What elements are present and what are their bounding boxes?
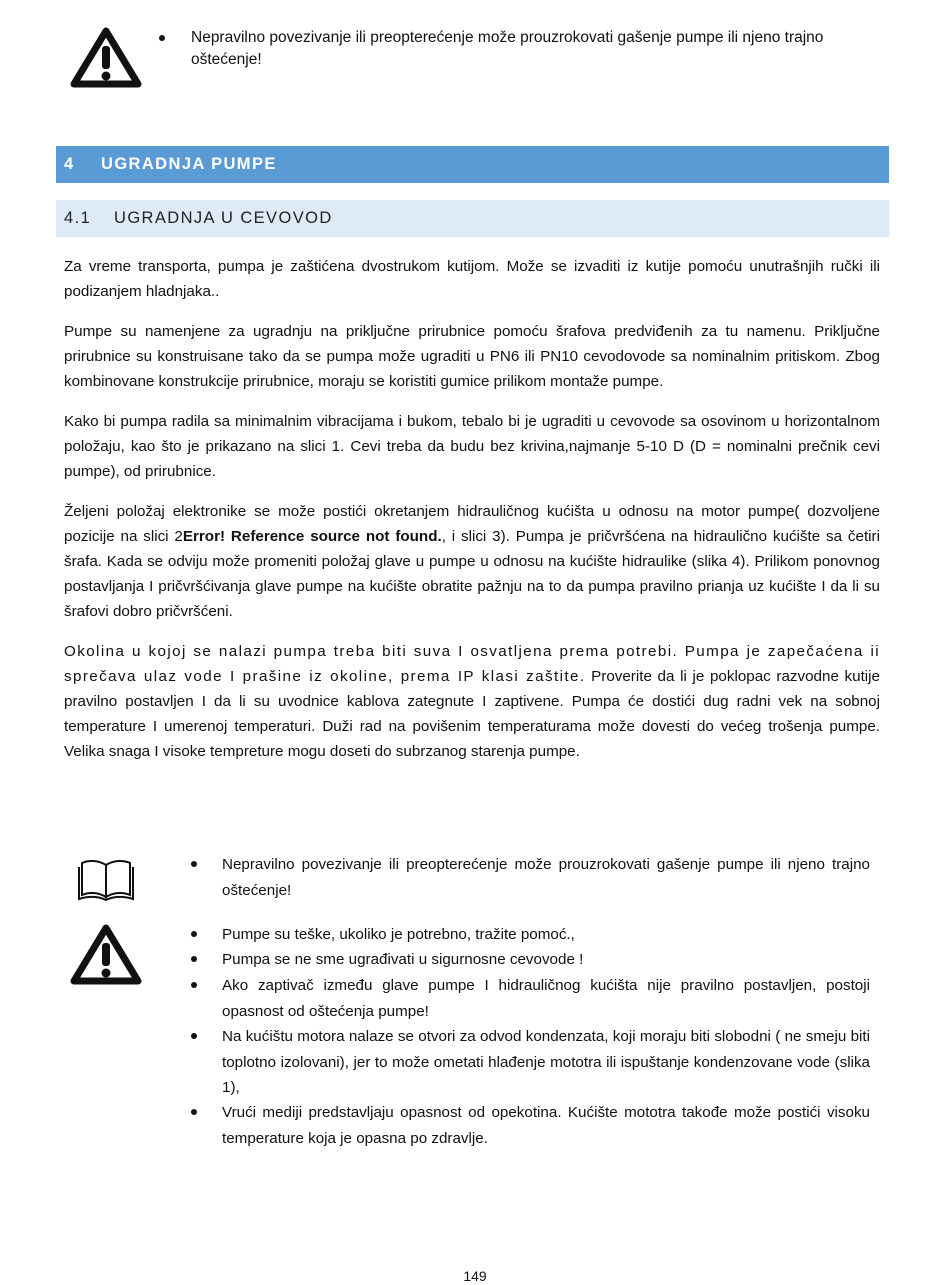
warning-triangle-icon [70, 923, 142, 987]
subsection-heading [56, 200, 889, 237]
bullet-dot [191, 956, 197, 962]
reference-error: Error! Reference source not found. [182, 528, 442, 545]
note-overload: Nepravilno povezivanje ili preopterećenje može prouzrokovati gašenje pumpe ili njeno trajno oštećenje! [222, 856, 870, 899]
paragraph-environment-rest: Proverite da li je poklopac razvodne kutije pravilno postavljen I da li su uvodnice kablova zategnute I zaptivene. Pumpa će dostići dug radni vek na sobnoj temperature I umerenoj temperaturi. Duži rad na povišenim temperaturama može dovesti do većeg trošenja pumpe. Velika snaga I visoke tempreture mogu doseti do subrzanog starenja pumpe. [64, 668, 880, 760]
note-seal: Ako zaptivač između glave pumpe I hidrauličnog kućišta nije pravilno postavljen, postoji opasnost od oštećenja pumpe! [222, 977, 870, 1020]
bullet-dot [191, 1109, 197, 1115]
note-heavy: Pumpe su teške, ukoliko je potrebno, tražite pomoć., [222, 926, 575, 943]
note-condensate: Na kućištu motora nalaze se otvori za odvod kondenzata, koji moraju biti slobodni ( ne smeju biti toplotno izolovani), jer to može ometati hlađenje mototra ili ispuštanje kondenzovane vode (slika 1), [222, 1028, 870, 1096]
note-safety-pipes: Pumpa se ne sme ugrađivati u sigurnosne cevovode ! [222, 951, 584, 968]
bullet-dot [191, 1033, 197, 1039]
note-hot-media: Vrući mediji predstavljaju opasnost od opekotina. Kućište mototra takođe može postići visoku temperature koja je opasna po zdravlje. [222, 1104, 870, 1147]
paragraph-environment-spaced: Okolina u kojoj se nalazi pumpa treba biti suva I osvatljena prema potrebi. Pumpa je zapečaćena ii sprečava ulaz vode I prašine iz okoline, prema IP klasi zaštite. [64, 643, 880, 685]
section-heading [56, 146, 889, 183]
page-number: 149 [463, 1268, 487, 1284]
subsection-number: 4.1 [64, 209, 92, 227]
paragraph-electronics [64, 499, 880, 624]
bullet-dot [191, 931, 197, 937]
subsection-title: UGRADNJA U CEVOVOD [114, 209, 333, 227]
book-icon [78, 857, 134, 901]
section-number: 4 [64, 155, 75, 173]
paragraph-electronics-a: Željeni položaj elektronike se može postići okretanjem hidrauličnog kućišta u odnosu na motor pumpe( dozvoljene pozicije na slici 2 [64, 503, 880, 545]
paragraph-electronics-b: , i slici 3). Pumpa je pričvršćena na hidraulično kućište sa četiri šrafa. Kada se odviju može promeniti položaj glave u pumpe u odnosu na kućište hidraulike (slika 4). Prilikom ponovnog postavljanja I pričvršćivanja glave pumpe na kućište obratite pažnju na to da pumpa pravilno prianja uz kućište I da li su šrafovi dobro pričvršćeni. [64, 528, 880, 620]
paragraph-transport: Za vreme transporta, pumpa je zaštićena dvostrukom kutijom. Može se izvaditi iz kutije pomoću unutrašnjih ručki ili podizanjem hladnjaka.. [64, 258, 880, 300]
top-warning-text: Nepravilno povezivanje ili preopterećenje može prouzrokovati gašenje pumpe ili njeno trajno oštećenje! [191, 29, 824, 68]
paragraph-environment [64, 639, 880, 764]
section-title: UGRADNJA PUMPE [101, 155, 277, 173]
bullet-dot [159, 35, 165, 41]
bullet-dot [191, 982, 197, 988]
bullet-dot [191, 861, 197, 867]
paragraph-vibration: Kako bi pumpa radila sa minimalnim vibracijama i bukom, tebalo bi je ugraditi u cevovode sa osovinom u horizontalnom položaju, kao što je prikazano na slici 1. Cevi treba da budu bez krivina,najmanje 5-10 D (D = nominalni prečnik cevi pumpe), od prirubnice. [64, 413, 880, 480]
warning-triangle-icon [70, 26, 142, 90]
paragraph-flanges: Pumpe su namenjene za ugradnju na priključne prirubnice pomoću šrafova predviđenih za tu namenu. Priključne prirubnice su konstruisane tako da se pumpa može ugraditi u PN6 ili PN10 cevodovode sa nominalnim pritiskom. Zbog kombinovane konstrukcije prirubnice, moraju se koristiti gumice prilikom montaže pumpe. [64, 323, 880, 390]
